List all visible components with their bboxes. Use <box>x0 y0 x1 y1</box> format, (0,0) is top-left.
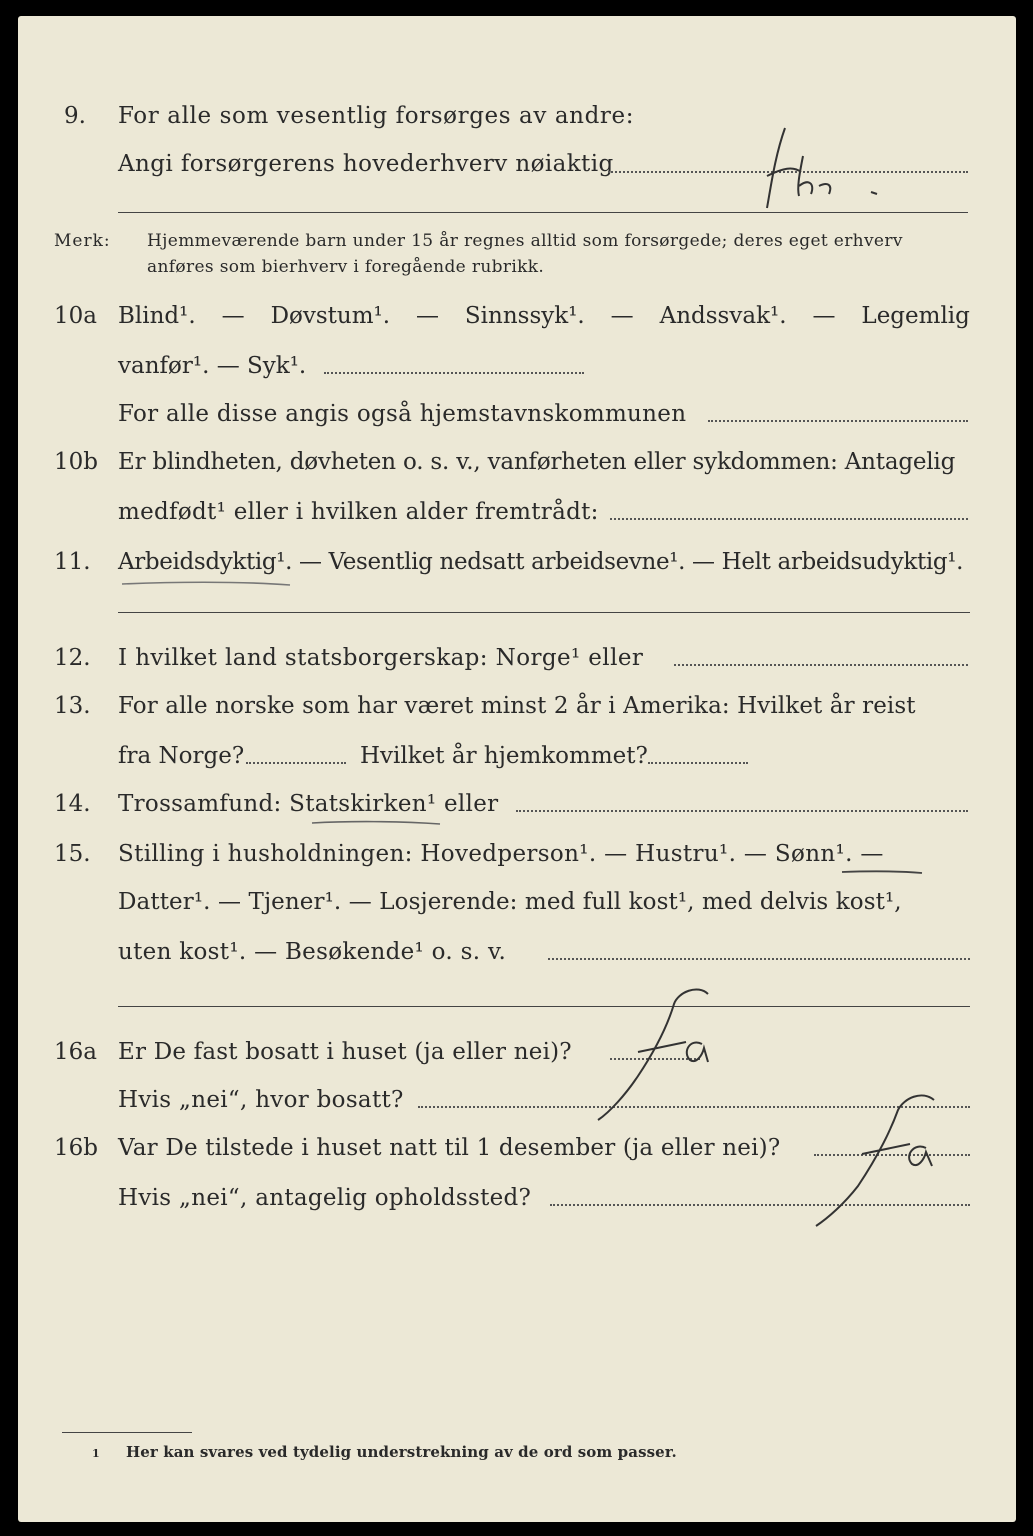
footnote-rule <box>62 1432 192 1433</box>
q12-line1: I hvilket land statsborgerskap: Norge¹ eller <box>118 645 644 671</box>
q9-handwritten-answer <box>753 116 913 216</box>
footnote-text: Her kan svares ved tydelig understrekning av de ord som passer. <box>126 1443 677 1461</box>
q16a-handwritten-answer <box>578 976 748 1126</box>
q9-answer-rule <box>118 212 968 213</box>
q10a-syk-line <box>324 372 584 374</box>
q12-answer-line <box>674 664 968 666</box>
q15-line1: Stilling i husholdningen: Hovedperson¹. — Hustru¹. — Sønn¹. — <box>118 841 884 867</box>
q10a-line3: For alle disse angis også hjemstavnskommunen <box>118 401 687 427</box>
q10a-kommune-line <box>708 420 968 422</box>
svg-text:Gbr.: Gbr. <box>813 212 816 213</box>
q13-hjemkommet-line <box>648 762 748 764</box>
q16b-line1: Var De tilstede i huset natt til 1 desember (ja eller nei)? <box>118 1135 781 1161</box>
census-form-page <box>18 16 1016 1522</box>
q10b-answer-line <box>610 518 968 520</box>
q15-line3: uten kost¹. — Besøkende¹ o. s. v. <box>118 939 507 965</box>
q10a-line2: vanfør¹. — Syk¹. <box>118 353 307 379</box>
q10a-dash: — <box>812 303 836 329</box>
q10a-option-blind: Blind¹. <box>118 303 196 329</box>
q16a-line1: Er De fast bosatt i huset (ja eller nei)? <box>118 1039 572 1065</box>
footnote-mark: 1 <box>92 1447 100 1460</box>
q14-line1: Trossamfund: Statskirken¹ eller <box>118 791 499 817</box>
q10a-option-andssvak: Andssvak¹. <box>659 303 787 329</box>
q10b-number: 10b <box>54 449 98 475</box>
svg-text:Ja: Ja <box>908 1172 909 1173</box>
q9-number: 9. <box>64 103 86 129</box>
q13-line1: For alle norske som har været minst 2 år i Amerika: Hvilket år reist <box>118 693 916 719</box>
q13-line2a: fra Norge? <box>118 743 245 769</box>
q10a-number: 10a <box>54 303 97 329</box>
q10b-line1: Er blindheten, døvheten o. s. v., vanførheten eller sykdommen: Antagelig <box>118 449 956 475</box>
q11-line1: Arbeidsdyktig¹. — Vesentlig nedsatt arbeidsevne¹. — Helt arbeidsudyktig¹. <box>118 549 964 575</box>
q10a-dash: — <box>415 303 439 329</box>
q16a-line2: Hvis „nei“, hvor bosatt? <box>118 1087 404 1113</box>
q16a-number: 16a <box>54 1039 97 1065</box>
q13-reist-line <box>246 762 346 764</box>
svg-text:Ja: Ja <box>688 1066 689 1067</box>
q14-number: 14. <box>54 791 91 817</box>
q11-handwritten-underline <box>118 576 298 590</box>
q10b-line2: medfødt¹ eller i hvilken alder fremtrådt: <box>118 499 599 525</box>
q11-number: 11. <box>54 549 91 575</box>
q16b-number: 16b <box>54 1135 98 1161</box>
q15-answer-rule <box>118 1006 970 1007</box>
q15-handwritten-underline <box>838 866 928 878</box>
q9-line2: Angi forsørgerens hovederhverv nøiaktig <box>118 151 614 177</box>
q10a-dash: — <box>610 303 634 329</box>
q10a-option-legemlig: Legemlig <box>861 303 970 329</box>
q14-handwritten-underline <box>308 816 448 830</box>
q15-answer-line <box>548 958 970 960</box>
q13-number: 13. <box>54 693 91 719</box>
q11-answer-rule <box>118 612 970 613</box>
note-line2: anføres som bierhverv i foregående rubrikk. <box>147 257 545 277</box>
note-line1: Hjemmeværende barn under 15 år regnes alltid som forsørgede; deres eget erhverv <box>147 231 903 251</box>
q12-number: 12. <box>54 645 91 671</box>
q10a-option-dovstum: Døvstum¹. <box>270 303 391 329</box>
q15-line2: Datter¹. — Tjener¹. — Losjerende: med full kost¹, med delvis kost¹, <box>118 889 902 915</box>
q14-answer-line <box>516 810 968 812</box>
q16b-handwritten-answer <box>798 1082 978 1232</box>
q15-number: 15. <box>54 841 91 867</box>
q10a-line1 <box>118 302 970 330</box>
note-label: Merk: <box>54 231 111 251</box>
q10a-option-sinnssyk: Sinnssyk¹. <box>464 303 585 329</box>
q9-line1: For alle som vesentlig forsørges av andre: <box>118 103 635 129</box>
q16b-line2: Hvis „nei“, antagelig opholdssted? <box>118 1185 532 1211</box>
q10a-dash: — <box>221 303 245 329</box>
q13-line2b: Hvilket år hjemkommet? <box>360 743 648 769</box>
